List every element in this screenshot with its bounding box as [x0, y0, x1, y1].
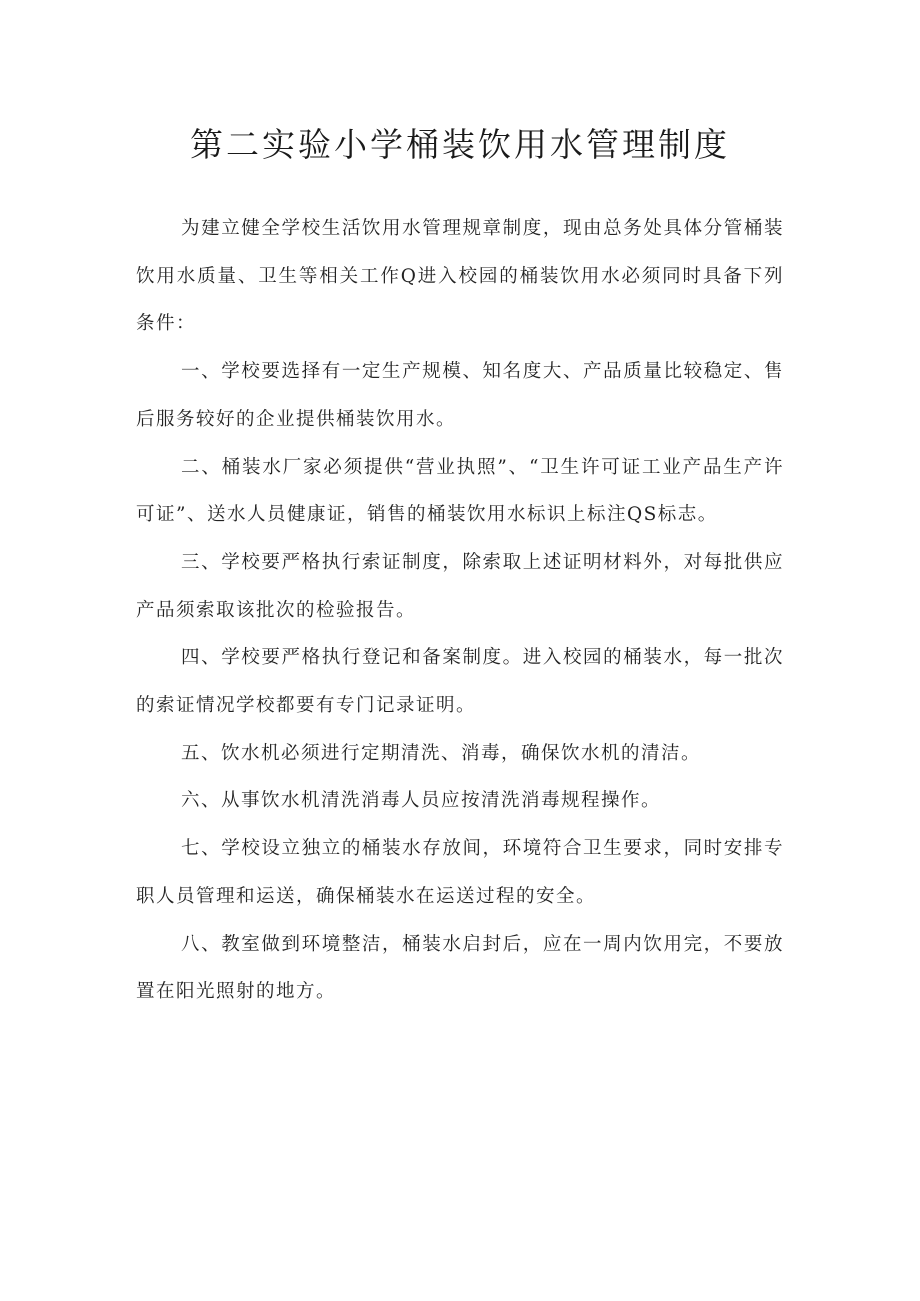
rule-paragraph-3: 三、学校要严格执行索证制度，除索取上述证明材料外，对每批供应产品须索取该批次的检验报告。 — [136, 551, 784, 621]
intro-paragraph: 为建立健全学校生活饮用水管理规章制度，现由总务处具体分管桶装饮用水质量、卫生等相关工作Q进入校园的桶装饮用水必须同时具备下列条件： — [136, 218, 784, 335]
rule-paragraph-5: 五、饮水机必须进行定期清洗、消毒，确保饮水机的清洁。 — [181, 742, 702, 764]
document-title: 第二实验小学桶装饮用水管理制度 — [190, 125, 730, 164]
rule-paragraph-8: 八、教室做到环境整洁，桶装水启封后，应在一周内饮用完，不要放置在阳光照射的地方。 — [136, 933, 784, 1003]
rule-paragraph-7: 七、学校设立独立的桶装水存放间，环境符合卫生要求，同时安排专职人员管理和运送，确保桶装水在运送过程的安全。 — [136, 838, 784, 907]
rule-paragraph-6: 六、从事饮水机清洗消毒人员应按清洗消毒规程操作。 — [181, 790, 662, 812]
rule-paragraph-1: 一、学校要选择有一定生产规模、知名度大、产品质量比较稳定、售后服务较好的企业提供桶装饮用水。 — [136, 361, 784, 430]
document-body — [136, 205, 784, 1016]
rule-paragraph-2: 二、桶装水厂家必须提供“营业执照”、“卫生许可证工业产品生产许可证”、送水人员健康证，销售的桶装饮用水标识上标注QS标志。 — [136, 456, 784, 526]
rule-paragraph-4: 四、学校要严格执行登记和备案制度。进入校园的桶装水，每一批次的索证情况学校都要有专门记录证明。 — [136, 647, 784, 717]
